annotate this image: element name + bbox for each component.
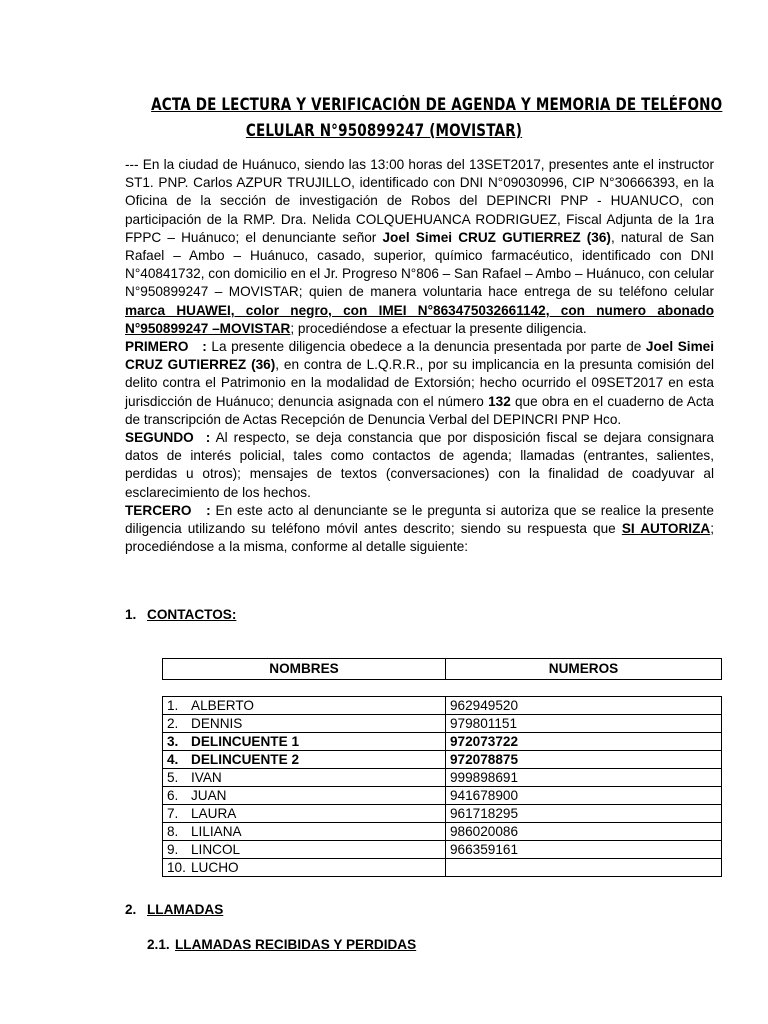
contact-name: LAURA (191, 806, 237, 821)
contact-name-cell (163, 841, 446, 859)
row-index: 5. (167, 770, 179, 785)
row-index: 7. (167, 806, 179, 821)
contact-name: IVAN (191, 770, 222, 785)
primero-text-5: que obra en el cuaderno de Acta de transcripción de Actas Recepción de Denuncia Verbal del DEPINCRI PNP Hco. (125, 393, 714, 427)
phone-description: marca HUAWEI, color negro, con IMEI N°863475032661142, con numero abonado N°950899247 –MOVISTAR (125, 302, 714, 336)
contacts-table (162, 696, 722, 877)
table-row (163, 769, 722, 787)
section-label: LLAMADAS (147, 902, 224, 917)
contact-number: 961718295 (446, 805, 722, 823)
section-contacts-heading (125, 607, 236, 622)
tercero-text-3: ; procediéndose a la misma, conforme al detalle siguiente: (125, 521, 714, 555)
table-row (163, 787, 722, 805)
column-header-numbers: NUMEROS (446, 659, 722, 680)
contact-number (446, 859, 722, 877)
tercero-label: TERCERO : (125, 502, 211, 518)
section-label: CONTACTOS: (147, 607, 237, 622)
table-row (163, 805, 722, 823)
contact-name-cell (163, 859, 446, 877)
section-number: 1. (125, 607, 137, 622)
contact-name-cell (163, 715, 446, 733)
primero-number: 132 (488, 393, 511, 409)
contact-name: LUCHO (191, 860, 239, 875)
table-row (163, 823, 722, 841)
contact-name-cell (163, 769, 446, 787)
contact-name-cell (163, 751, 446, 769)
segundo-paragraph (125, 429, 714, 502)
contact-number: 966359161 (446, 841, 722, 859)
table-row (163, 715, 722, 733)
primero-text-1: La presente diligencia obedece a la denuncia presentada por parte de (206, 339, 646, 355)
contact-name: DENNIS (191, 716, 243, 731)
contact-number: 972073722 (446, 733, 722, 751)
row-index: 4. (167, 752, 179, 767)
title-line-2: CELULAR N°950899247 (MOVISTAR) (245, 121, 523, 140)
contact-name-cell (163, 805, 446, 823)
row-index: 9. (167, 842, 179, 857)
tercero-paragraph (125, 502, 714, 557)
table-row (163, 733, 722, 751)
section-number: 2.1. (147, 937, 170, 952)
contact-name-cell (163, 697, 446, 715)
contact-name: DELINCUENTE 2 (191, 752, 300, 767)
table-row (163, 751, 722, 769)
contact-name: LINCOL (191, 842, 241, 857)
row-index: 1. (167, 698, 179, 713)
contact-name: JUAN (191, 788, 227, 803)
section-received-missed-calls-heading (147, 937, 416, 952)
contact-number: 979801151 (446, 715, 722, 733)
section-number: 2. (125, 902, 137, 917)
column-header-names: NOMBRES (163, 659, 446, 680)
section-label: LLAMADAS RECIBIDAS Y PERDIDAS (175, 937, 417, 952)
title-line-1: ACTA DE LECTURA Y VERIFICACIÓN DE AGENDA Y MEMORIA DE TELÉFONO (151, 95, 723, 114)
primero-label: PRIMERO : (125, 339, 207, 355)
intro-text-3: , natural de San Rafael – Ambo – Huánuco, casado, superior, químico farmacéutico, identificado con DNI N°40841732, con domicilio en el Jr. Progreso N°806 – San Rafael – Ambo – Huánuco, con celular N°950899247 – MOVISTAR; quien de manera voluntaria hace entrega de su teléfono celular (125, 229, 715, 300)
segundo-text: Al respecto, se deja constancia que por disposición fiscal se dejara consignara datos de interés policial, tales como contactos de agenda; llamadas (entrantes, salientes, perdidas u otros); mensajes de textos (conversaciones) con la finalidad de coadyuvar al esclarecimiento de los hechos. (125, 430, 714, 500)
segundo-label: SEGUNDO : (125, 430, 211, 446)
document-body (125, 156, 714, 556)
section-calls-heading (125, 902, 223, 917)
contacts-table-header (162, 658, 722, 680)
complainant-name: Joel Simei CRUZ GUTIERREZ (36) (382, 229, 611, 245)
row-index: 8. (167, 824, 179, 839)
table-row (163, 841, 722, 859)
contact-name-cell (163, 733, 446, 751)
primero-paragraph (125, 338, 714, 429)
primero-text-3: , en contra de L.Q.R.R., por su implicancia en la presunta comisión del delito contra el Patrimonio en la modalidad de Extorsión; hecho ocurrido el 09SET2017 en esta jurisdicción de Huánuco; denuncia asignada con el número (125, 357, 714, 409)
intro-text-5: ; procediéndose a efectuar la presente diligencia. (290, 320, 587, 336)
contact-name: LILIANA (191, 824, 242, 839)
contact-number: 986020086 (446, 823, 722, 841)
document-title (151, 92, 723, 144)
primero-name: Joel Simei CRUZ GUTIERREZ (36) (125, 339, 714, 373)
contact-number: 972078875 (446, 751, 722, 769)
table-row (163, 859, 722, 877)
intro-text-1: --- En la ciudad de Huánuco, siendo las 13:00 horas del 13SET2017, presentes ante el instructor ST1. PNP. Carlos AZPUR TRUJILLO, identificado con DNI N°09030996, CIP N°30666393, en la Oficina de la sección de investigación de Robos del DEPINCRI PNP - HUANUCO, con participación de la RMP. Dra. Nelida COLQUEHUANCA RODRIGUEZ, Fiscal Adjunta de la 1ra FPPC – Huánuco; el denunciante señor (125, 157, 714, 245)
contact-number: 999898691 (446, 769, 722, 787)
table-row (163, 697, 722, 715)
tercero-text-1: En este acto al denunciante se le pregunta si autoriza que se realice la presente diligencia utilizando su teléfono móvil antes descrito; siendo su respuesta que (125, 502, 714, 537)
contact-name-cell (163, 823, 446, 841)
row-index: 3. (167, 734, 179, 749)
authorization-answer: SI AUTORIZA (621, 521, 711, 537)
contact-name: ALBERTO (191, 698, 254, 713)
contact-number: 962949520 (446, 697, 722, 715)
contact-name-cell (163, 787, 446, 805)
contact-name: DELINCUENTE 1 (191, 734, 300, 749)
row-index: 6. (167, 788, 179, 803)
row-index: 2. (167, 716, 179, 731)
row-index: 10. (167, 860, 186, 875)
contact-number: 941678900 (446, 787, 722, 805)
intro-paragraph (125, 156, 714, 338)
